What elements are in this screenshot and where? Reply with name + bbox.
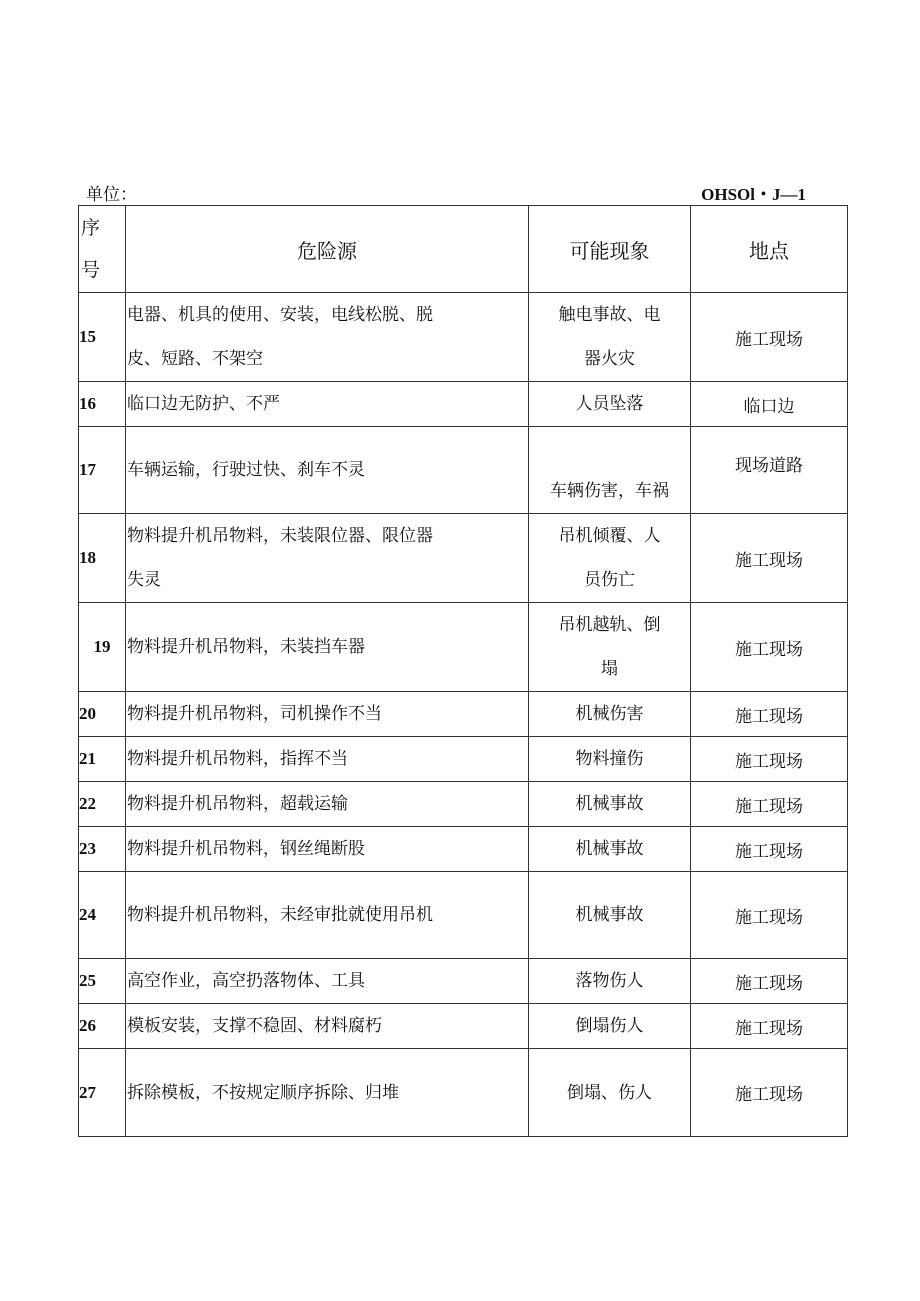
hazard-cell: 物料提升机吊物料，指挥不当: [126, 737, 529, 782]
row-number: 26: [79, 1004, 126, 1049]
phenomenon-cell: 物料撞伤: [529, 737, 691, 782]
hazard-cell: 高空作业，高空扔落物体、工具: [126, 959, 529, 1004]
location-cell: 施工现场: [691, 1049, 848, 1137]
table-row: [79, 293, 848, 382]
document-code: OHSOl・J—1: [701, 185, 806, 204]
hazard-cell: 模板安装，支撑不稳固、材料腐朽: [126, 1004, 529, 1049]
table-row: [79, 827, 848, 872]
phenomenon-cell: 车辆伤害，车祸: [529, 427, 691, 514]
column-header-hazard: 危险源: [126, 206, 529, 293]
hazard-cell: 物料提升机吊物料，超载运输: [126, 782, 529, 827]
hazard-cell: 物料提升机吊物料，未经审批就使用吊机: [126, 872, 529, 959]
row-number: 25: [79, 959, 126, 1004]
document-header: [86, 180, 806, 204]
phenomenon-cell: 吊机越轨、倒塌: [529, 603, 691, 692]
phenomenon-cell: 落物伤人: [529, 959, 691, 1004]
table-row: [79, 692, 848, 737]
hazard-cell: 物料提升机吊物料，未装挡车器: [126, 603, 529, 692]
location-cell: 施工现场: [691, 293, 848, 382]
unit-label: 单位：: [86, 185, 137, 205]
row-number: 22: [79, 782, 126, 827]
column-header-phenomenon: 可能现象: [529, 206, 691, 293]
row-number: 19: [79, 603, 126, 692]
row-number: 15: [79, 293, 126, 382]
row-number: 20: [79, 692, 126, 737]
hazard-cell: 车辆运输，行驶过快、刹车不灵: [126, 427, 529, 514]
seq-header-line2: 号: [81, 259, 101, 281]
phenomenon-cell: 机械事故: [529, 872, 691, 959]
phenomenon-cell: 倒塌、伤人: [529, 1049, 691, 1137]
table-row: [79, 737, 848, 782]
table-row: [79, 959, 848, 1004]
location-cell: 施工现场: [691, 959, 848, 1004]
location-cell: 施工现场: [691, 1004, 848, 1049]
hazard-cell: 电器、机具的使用、安装，电线松脱、脱皮、短路、不架空: [126, 293, 529, 382]
location-cell: 现场道路: [691, 427, 848, 514]
table-header-row: [79, 206, 848, 293]
table-row: [79, 782, 848, 827]
hazard-cell: 物料提升机吊物料，钢丝绳断股: [126, 827, 529, 872]
phenomenon-cell: 触电事故、电器火灾: [529, 293, 691, 382]
table-row: [79, 382, 848, 427]
table-row: [79, 514, 848, 603]
table-row: [79, 1049, 848, 1137]
column-header-seq: [79, 206, 126, 293]
row-number: 17: [79, 427, 126, 514]
row-number: 23: [79, 827, 126, 872]
hazard-cell: 物料提升机吊物料，司机操作不当: [126, 692, 529, 737]
phenomenon-cell: 机械事故: [529, 827, 691, 872]
row-number: 27: [79, 1049, 126, 1137]
phenomenon-cell: 机械事故: [529, 782, 691, 827]
location-cell: 施工现场: [691, 603, 848, 692]
column-header-location: 地点: [691, 206, 848, 293]
row-number: 18: [79, 514, 126, 603]
location-cell: 施工现场: [691, 827, 848, 872]
seq-header-line1: 序: [81, 217, 101, 239]
hazard-cell: 临口边无防护、不严: [126, 382, 529, 427]
location-cell: 施工现场: [691, 872, 848, 959]
hazard-cell: 拆除模板，不按规定顺序拆除、归堆: [126, 1049, 529, 1137]
hazard-cell: 物料提升机吊物料，未装限位器、限位器失灵: [126, 514, 529, 603]
location-cell: 临口边: [691, 382, 848, 427]
table-row: [79, 1004, 848, 1049]
location-cell: 施工现场: [691, 514, 848, 603]
phenomenon-cell: 倒塌伤人: [529, 1004, 691, 1049]
phenomenon-cell: 机械伤害: [529, 692, 691, 737]
phenomenon-cell: 吊机倾覆、人员伤亡: [529, 514, 691, 603]
row-number: 24: [79, 872, 126, 959]
location-cell: 施工现场: [691, 737, 848, 782]
row-number: 16: [79, 382, 126, 427]
table-row: [79, 872, 848, 959]
location-cell: 施工现场: [691, 782, 848, 827]
table-row: [79, 603, 848, 692]
location-cell: 施工现场: [691, 692, 848, 737]
table-row: [79, 427, 848, 514]
row-number: 21: [79, 737, 126, 782]
hazard-table: [78, 205, 848, 1137]
phenomenon-cell: 人员坠落: [529, 382, 691, 427]
